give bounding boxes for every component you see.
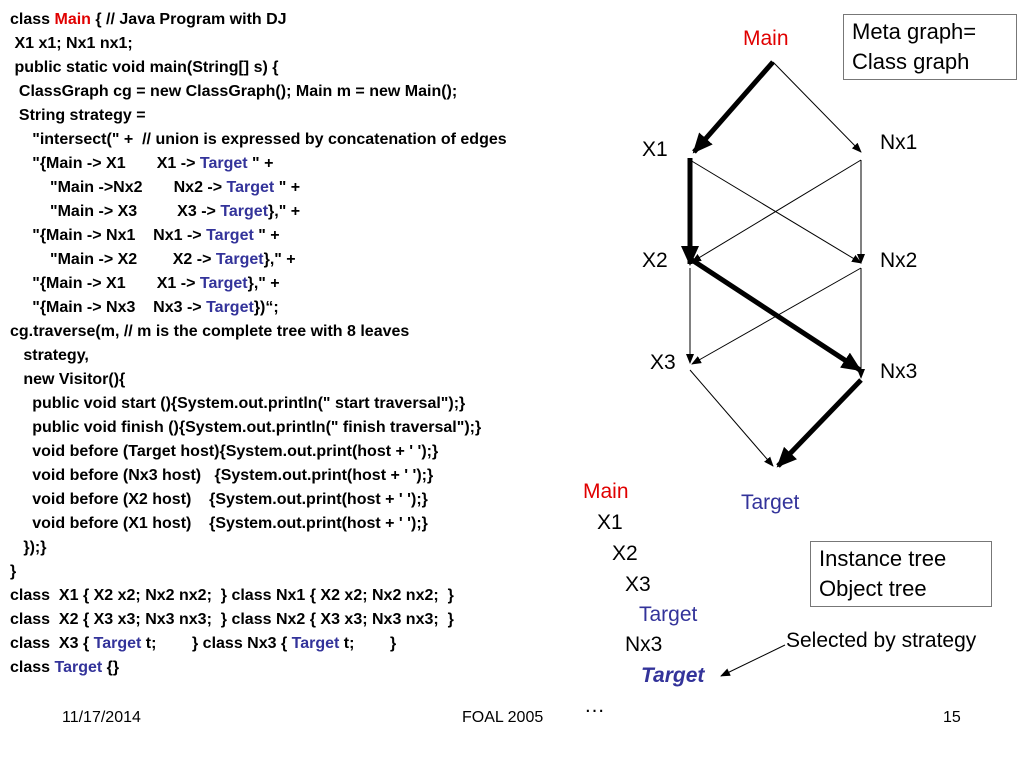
code-text: X1 x1; Nx1 nx1;	[10, 35, 133, 52]
code-keyword-blue: Target	[54, 659, 103, 676]
code-text: "Main -> X2 X2 ->	[10, 251, 216, 268]
code-text: new Visitor(){	[10, 371, 126, 388]
code-keyword-blue: Target	[93, 635, 142, 652]
node-main: Main	[743, 27, 789, 50]
node-x3: X3	[650, 351, 676, 374]
footer-page-number: 15	[943, 709, 961, 726]
bold-edge-nx3-target	[778, 380, 861, 466]
edge-x3-target	[690, 370, 773, 466]
selected-by-strategy-label: Selected by strategy	[786, 629, 977, 652]
code-keyword-blue: Target	[206, 227, 254, 244]
code-text: " +	[253, 227, 280, 244]
code-text: public void finish (){System.out.println(" finish traversal");}	[10, 419, 482, 436]
code-keyword-blue: Target	[226, 179, 275, 196]
code-text: t; }	[339, 635, 397, 652]
tree-x3: X3	[625, 573, 651, 596]
code-text: }," +	[263, 251, 296, 268]
code-text: public void start (){System.out.println(" start traversal");}	[10, 395, 466, 412]
code-text: "{Main -> X1 X1 ->	[10, 275, 200, 292]
node-nx2: Nx2	[880, 249, 918, 272]
meta-graph-box	[843, 14, 1017, 80]
node-x2: X2	[642, 249, 668, 272]
code-text: void before (X2 host) {System.out.print(host + ' ');}	[10, 491, 428, 508]
code-text: { // Java Program with DJ	[90, 11, 287, 28]
code-text: cg.traverse(m, // m is the complete tree with 8 leaves	[10, 323, 410, 340]
code-keyword-blue: Target	[206, 299, 254, 316]
node-nx3: Nx3	[880, 360, 918, 383]
tree-nx3: Nx3	[625, 633, 663, 656]
node-nx1: Nx1	[880, 131, 918, 154]
tree-ellipsis: …	[584, 694, 605, 717]
tree-target-selected: Target	[641, 664, 705, 687]
code-text: }," +	[268, 203, 301, 220]
tree-x2: X2	[612, 542, 638, 565]
code-text: class X1 { X2 x2; Nx2 nx2; } class Nx1 { X2 x2; Nx2 nx2; }	[10, 587, 454, 604]
code-text: class	[10, 659, 55, 676]
code-keyword-blue: Target	[199, 155, 248, 172]
code-text: "{Main -> X1 X1 ->	[10, 155, 200, 172]
footer-title: FOAL 2005	[462, 709, 544, 726]
selected-pointer-arrow	[721, 645, 785, 676]
instance-tree-box	[810, 541, 992, 607]
code-text: class	[10, 11, 55, 28]
code-text: });}	[10, 539, 47, 556]
code-text: void before (X1 host) {System.out.print(host + ' ');}	[10, 515, 428, 532]
code-text: class X2 { X3 x3; Nx3 nx3; } class Nx2 { X3 x3; Nx3 nx3; }	[10, 611, 454, 628]
code-text: }," +	[247, 275, 280, 292]
code-text: strategy,	[10, 347, 89, 364]
tree-x1: X1	[597, 511, 623, 534]
code-text: void before (Target host){System.out.print(host + ' ');}	[10, 443, 439, 460]
code-text: "Main -> X3 X3 ->	[10, 203, 221, 220]
node-x1: X1	[642, 138, 668, 161]
code-keyword-blue: Target	[291, 635, 340, 652]
code-text: t; } class Nx3 {	[141, 635, 292, 652]
code-text: void before (Nx3 host) {System.out.print(host + ' ');}	[10, 467, 434, 484]
code-text: ClassGraph cg = new ClassGraph(); Main m = new Main();	[10, 83, 458, 100]
code-text: String strategy =	[10, 107, 146, 124]
bold-edge-x2-nx3	[692, 260, 860, 370]
code-keyword-blue: Target	[220, 203, 269, 220]
instance-tree-line2: Object tree	[819, 576, 927, 601]
meta-graph-line2: Class graph	[852, 49, 970, 74]
code-text: public static void main(String[] s) {	[10, 59, 279, 76]
code-text: {}	[102, 659, 120, 676]
code-keyword-blue: Target	[215, 251, 264, 268]
node-target: Target	[741, 491, 800, 514]
tree-target-1: Target	[639, 603, 698, 626]
code-text: "{Main -> Nx3 Nx3 ->	[10, 299, 207, 316]
footer-date: 11/17/2014	[62, 709, 141, 726]
meta-graph-line1: Meta graph=	[852, 19, 977, 44]
code-keyword-blue: Target	[199, 275, 248, 292]
code-text: " +	[247, 155, 274, 172]
code-text: class X3 {	[10, 635, 94, 652]
instance-tree-line1: Instance tree	[819, 546, 947, 571]
code-text: "intersect(" + // union is expressed by concatenation of edges	[10, 131, 507, 148]
code-keyword-red: Main	[54, 11, 91, 28]
code-text: " +	[274, 179, 301, 196]
tree-main: Main	[583, 480, 629, 503]
bold-edge-main-x1	[694, 62, 773, 152]
code-text: "Main ->Nx2 Nx2 ->	[10, 179, 227, 196]
code-text: "{Main -> Nx1 Nx1 ->	[10, 227, 207, 244]
code-text: })“;	[253, 299, 279, 316]
bold-edges	[690, 62, 861, 466]
edge-nx1-x2	[692, 160, 861, 262]
pointer	[721, 645, 785, 676]
code-text: }	[10, 563, 17, 580]
